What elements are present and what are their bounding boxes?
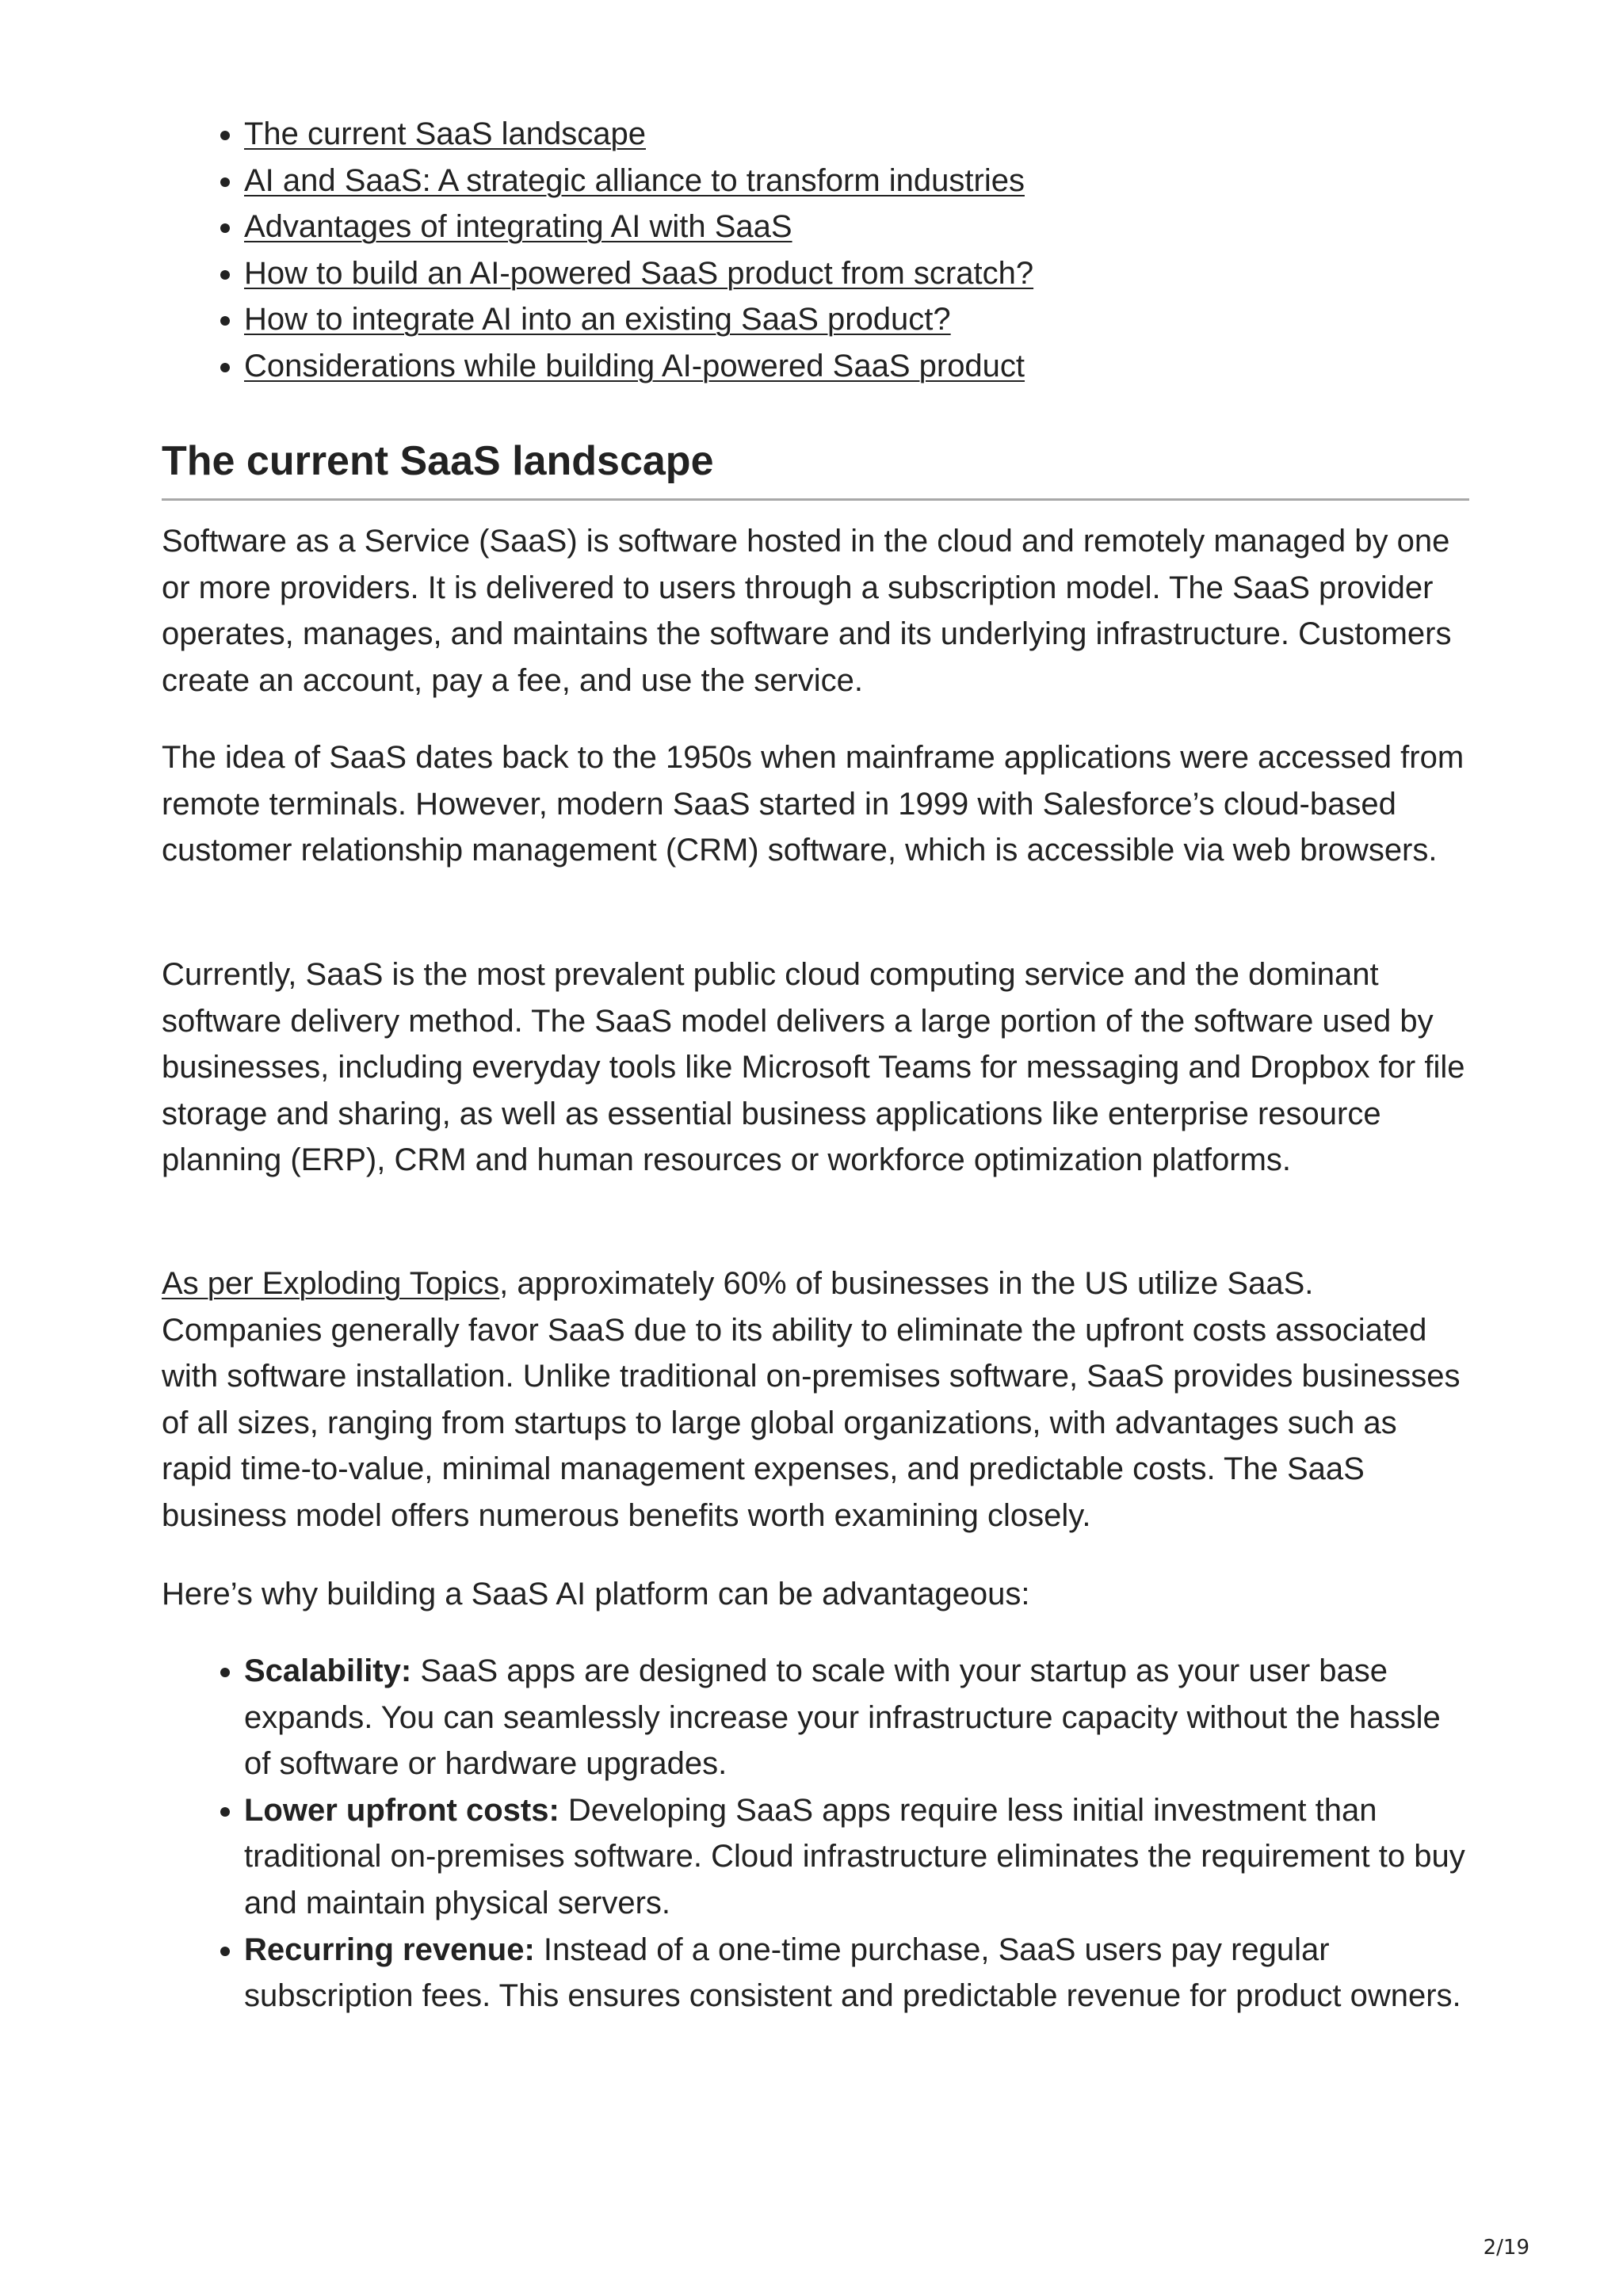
benefit-title: Lower upfront costs: [244,1792,559,1828]
benefit-title: Scalability: [244,1653,412,1688]
benefit-text: Developing SaaS apps require less initial investment than traditional on-premises software. Cloud infrastructure eliminates the requirement to buy and maintain physical servers. [244,1792,1465,1920]
paragraph-saas-adoption [162,1261,1469,1539]
toc-link-advantages[interactable]: Advantages of integrating AI with SaaS [244,209,792,245]
paragraph-saas-prevalence: Currently, SaaS is the most prevalent public cloud computing service and the dominant software delivery method. The SaaS model delivers a large portion of the software used by businesses, including everyday tools like Microsoft Teams for messaging and Dropbox for file storage and sharing, as well as essential business applications like enterprise resource planning (ERP), CRM and human resources or workforce optimization platforms. [162,957,1465,1178]
paragraph-advantages-intro: Here’s why building a SaaS AI platform can be advantageous: [162,1577,1030,1611]
toc-item [244,204,1033,250]
benefit-text: SaaS apps are designed to scale with your startup as your user base expands. You can seamlessly increase your infrastructure capacity without the hassle of software or hardware upgrades. [244,1653,1441,1782]
toc-link-considerations[interactable]: Considerations while building AI-powered SaaS product [244,348,1025,383]
toc-link-ai-and-saas[interactable]: AI and SaaS: A strategic alliance to transform industries [244,162,1025,198]
benefit-item-lower-costs [244,1787,1469,1927]
toc-link-build-from-scratch[interactable]: How to build an AI-powered SaaS product from scratch? [244,255,1034,291]
paragraph-saas-adoption-text: , approximately 60% of businesses in the US utilize SaaS. Companies generally favor SaaS due to its ability to eliminate the upfront costs associated with software installation. Unlike traditional on-premises software, SaaS provides businesses of all sizes, ranging from startups to large global organizations, with advantages such as rapid time-to-value, minimal management expenses, and predictable costs. The SaaS business model offers numerous benefits worth examining closely. [162,1266,1461,1533]
heading-divider [162,498,1469,501]
toc-link-current-saas-landscape[interactable]: The current SaaS landscape [244,116,646,151]
toc-item [244,158,1033,204]
benefits-list [162,1648,1469,2019]
benefit-item-scalability [244,1648,1469,1787]
toc-item [244,111,1033,158]
page-number: 2/19 [1483,2236,1529,2260]
table-of-contents [162,111,1033,390]
paragraph-saas-history: The idea of SaaS dates back to the 1950s when mainframe applications were accessed from remote terminals. However, modern SaaS started in 1999 with Salesforce’s cloud-based customer relationship management (CRM) software, which is accessible via web browsers. [162,740,1465,868]
toc-item [244,343,1033,390]
section-heading: The current SaaS landscape [162,438,714,484]
toc-item [244,250,1033,297]
benefit-text: Instead of a one-time purchase, SaaS users pay regular subscription fees. This ensures consistent and predictable revenue for product owners. [244,1932,1461,2014]
toc-link-integrate-existing[interactable]: How to integrate AI into an existing SaaS product? [244,302,951,338]
benefit-item-recurring-revenue [244,1927,1469,2019]
exploding-topics-link[interactable]: As per Exploding Topics [162,1266,500,1301]
benefit-title: Recurring revenue: [244,1932,535,1967]
paragraph-saas-definition: Software as a Service (SaaS) is software hosted in the cloud and remotely managed by one or more providers. It is delivered to users through a subscription model. The SaaS provider operates, manages, and maintains the software and its underlying infrastructure. Customers create an account, pay a fee, and use the service. [162,524,1452,698]
toc-item [244,296,1033,343]
